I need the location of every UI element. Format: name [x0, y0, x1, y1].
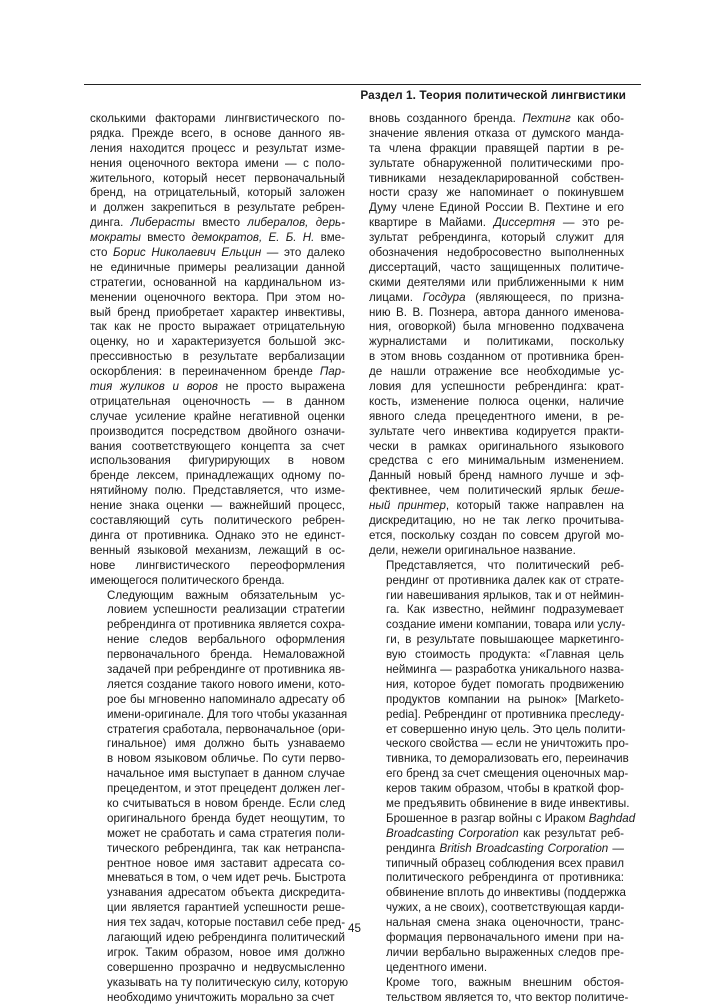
text-run: динга от противника. Однако это не единст- [90, 529, 345, 542]
text-run: вместо [195, 216, 248, 229]
italic-text: демократов, Е. Б. Н. [191, 231, 314, 244]
text-line [369, 201, 624, 216]
text-run: указывать на ту политическую силу, которую [107, 976, 348, 989]
text-run: динга. [90, 216, 131, 229]
text-run: политического ребрендинга от противника: [386, 871, 624, 884]
text-run: де нашли отражение все необходимые ус- [369, 365, 624, 378]
text-run: Кроме того, важным внешним обстоя- [386, 976, 624, 989]
text-run: ления находится процесс и результат изме- [90, 142, 345, 155]
text-run: прессивностью в результате вербализации [90, 350, 345, 363]
text-run: ния, оговоркой) была мгновенно подхвачена [369, 320, 624, 333]
text-line [369, 559, 624, 574]
text-line [369, 231, 624, 246]
text-line [369, 425, 624, 440]
text-line [90, 901, 345, 916]
text-run: керов таким образом, чтобы в краткой фор- [386, 782, 624, 795]
text-run: ко считываться в новом бренде. Если след [107, 797, 345, 810]
text-line [90, 469, 345, 484]
text-column-left [90, 112, 345, 1005]
text-line [369, 335, 624, 350]
text-run: может не сработать и сама стратегия поли- [107, 827, 345, 840]
text-run: ги, в результате повышающее маркетинго- [386, 633, 624, 646]
text-line [90, 320, 345, 335]
text-line [90, 127, 345, 142]
text-run: га. Как известно, нейминг подразумевает [386, 603, 624, 616]
text-line [90, 306, 345, 321]
text-run: квартире в Майами. [369, 216, 494, 229]
text-line [90, 499, 345, 514]
text-line [90, 559, 345, 574]
text-line [369, 678, 624, 693]
text-run: обозначения недобросовестно выполненных [369, 246, 624, 259]
text-run: стратегии, основанной на кардинальном из- [90, 276, 345, 289]
text-line [90, 261, 345, 276]
text-line [90, 112, 345, 127]
text-line [369, 469, 624, 484]
text-line [369, 112, 624, 127]
text-run: случае усиление крайне негативной оценки [90, 410, 345, 423]
text-line [369, 782, 624, 797]
text-run: нию В. В. Познера, автора данного именова- [369, 306, 624, 319]
text-run: явного следа прецедентного имени, в ре- [369, 410, 624, 423]
text-run: задачей при ребрендинге от противника яв- [107, 663, 345, 676]
text-run: зультат ребрендинга, который служит для [369, 231, 624, 244]
text-line [90, 410, 345, 425]
text-line [90, 276, 345, 291]
text-line [369, 603, 624, 618]
text-line [369, 901, 624, 916]
text-run: Представляется, что политический реб- [386, 559, 624, 572]
text-line [369, 737, 624, 752]
text-line [369, 767, 624, 782]
text-run: необходимо уничтожить морально за счет [107, 991, 335, 1004]
text-line [369, 127, 624, 142]
text-line [90, 589, 345, 604]
text-run: чески в рамках оригинального языкового [369, 440, 624, 453]
italic-text: либералов, дерь- [247, 216, 345, 229]
text-run: продуктов компании на рынок» [Marketo- [386, 693, 624, 706]
text-run: — это далеко [261, 246, 345, 259]
text-line [90, 827, 345, 842]
text-line [369, 871, 624, 886]
text-run: прецедентом, и этот прецедент должен лег- [107, 782, 345, 795]
text-run: зультате обнаруженной политическими про- [369, 157, 624, 170]
text-line [369, 291, 624, 306]
text-line [369, 454, 624, 469]
text-run: бренд, на отрицательный, который заложен [90, 186, 345, 199]
text-run: совершенно прозрачно и недвусмысленно [107, 961, 345, 974]
text-run: как результат реб- [519, 827, 624, 840]
text-run: зультате чего инвектива кодируется практи- [369, 425, 624, 438]
text-run: рентное новое имя заставит адресата со- [107, 857, 345, 870]
text-line [369, 380, 624, 395]
text-line [369, 216, 624, 231]
text-line [90, 857, 345, 872]
text-line [369, 693, 624, 708]
text-run: Брошенное в разгар войны с Ираком [386, 812, 589, 825]
text-line [90, 618, 345, 633]
text-line [90, 216, 345, 231]
text-line [90, 425, 345, 440]
text-run: нальная смена знака оценочности, транс- [386, 916, 624, 929]
text-line [90, 976, 345, 991]
italic-text: мократы [90, 231, 141, 244]
paragraph [90, 112, 345, 589]
text-run: ляется создание такого нового имени, кото- [107, 678, 345, 691]
text-line [90, 991, 345, 1005]
text-line [90, 440, 345, 455]
text-run: ет совершенно иную цель. Это цель полити- [386, 723, 626, 736]
text-run: менении оценочного вектора. При этом но- [90, 291, 345, 304]
text-run: (являющееся, по призна- [466, 291, 624, 304]
paragraph [369, 112, 624, 559]
text-run: фективнее, чем политический ярлык [369, 484, 591, 497]
text-line [90, 529, 345, 544]
text-line [369, 857, 624, 872]
text-run: использования фигурирующих в новом [90, 454, 345, 467]
text-line [369, 886, 624, 901]
text-line [90, 172, 345, 187]
text-line [369, 618, 624, 633]
text-run: составляющий суть политического ребрен- [90, 514, 345, 527]
italic-text: British Broadcasting Corporation [440, 842, 609, 855]
page-number: 45 [0, 922, 709, 935]
text-run: дискредитацию, но не так легко прочитыва- [369, 514, 624, 527]
text-run: нение знака оценки — важнейший процесс, [90, 499, 345, 512]
text-run: вме- [314, 231, 345, 244]
text-run: ловия для успешности ребрендинга: крат- [369, 380, 624, 393]
text-line [369, 514, 624, 529]
text-run: вновь созданного бренда. [369, 112, 522, 125]
text-line [369, 574, 624, 589]
text-line [90, 291, 345, 306]
text-line [369, 842, 624, 857]
text-line [369, 440, 624, 455]
text-line [369, 261, 624, 276]
text-line [369, 395, 624, 410]
text-run: не просто выражена [218, 380, 345, 393]
text-run: тивниками незадекларированной собствен- [369, 172, 624, 185]
text-run: рендинг от противника далек как от страте- [386, 574, 624, 587]
text-line [90, 544, 345, 559]
text-run: начальное имя выступает в данном случае [107, 767, 345, 780]
text-run: вания соответствующего концепта за счет [90, 440, 345, 453]
italic-text: Госдура [423, 291, 466, 304]
text-run: — это ре- [555, 216, 624, 229]
text-run: рендинга [386, 842, 440, 855]
text-line [90, 365, 345, 380]
text-line [369, 991, 624, 1005]
text-run: тического ребрендинга, так как нетранспа- [107, 842, 345, 855]
text-run: ме предъявить обвинение в виде инвективы. [386, 797, 629, 810]
text-line [369, 365, 624, 380]
text-line [369, 186, 624, 201]
text-line [90, 871, 345, 886]
text-run: оценку, но и характеризуется большой экс- [90, 335, 345, 348]
text-line [90, 708, 345, 723]
text-line [90, 454, 345, 469]
text-run: тивника, то деморализовать его, переиначив [386, 752, 629, 765]
text-run: дели, нежели оригинальное название. [369, 544, 576, 557]
text-line [369, 663, 624, 678]
text-line [90, 186, 345, 201]
text-line [90, 142, 345, 157]
text-run: ловием успешности реализации стратегии [107, 603, 345, 616]
text-run: нение следов вербального оформления [107, 633, 345, 646]
italic-text: Пехтинг [522, 112, 570, 125]
text-line [90, 648, 345, 663]
paragraph [369, 559, 624, 976]
text-line [369, 172, 624, 187]
text-line [369, 752, 624, 767]
text-line [90, 603, 345, 618]
text-run: нейминга — разработка уникального назва- [386, 663, 624, 676]
text-run: нятийному полю. Представляется, что изме- [90, 484, 345, 497]
text-line [369, 827, 624, 842]
text-line [90, 574, 345, 589]
text-line [90, 335, 345, 350]
text-line [90, 797, 345, 812]
paragraph [90, 589, 345, 1005]
text-run: венный языковой механизм, лежащий в ос- [90, 544, 345, 557]
text-run: лагающий идею ребрендинга политический [107, 931, 345, 944]
text-line [90, 663, 345, 678]
text-line [369, 961, 624, 976]
text-run: жительного, который несет первоначальный [90, 172, 345, 185]
text-line [90, 767, 345, 782]
text-run: вую стоимость продукта: «Главная цель [386, 648, 624, 661]
text-run: ческого свойства — если не уничтожить про- [386, 737, 629, 750]
text-line [90, 633, 345, 648]
text-run: так как не просто выражает отрицательную [90, 320, 345, 333]
text-run: рядка. Прежде всего, в основе данного яв- [90, 127, 345, 140]
text-line [369, 499, 624, 514]
text-column-right [369, 112, 624, 1005]
text-line [369, 589, 624, 604]
text-run: сто [90, 246, 113, 259]
text-run: бренде лексем, принадлежащих одному по- [90, 469, 345, 482]
text-run: ния, которое будет помогать продвижению [386, 678, 624, 691]
text-line [369, 648, 624, 663]
text-run: личии вербально выраженных следов пре- [386, 946, 624, 959]
text-line [369, 633, 624, 648]
text-run: скими деятелями или приближенными к ним [369, 276, 624, 289]
text-run: в новом языковом обличье. По сути перво- [107, 752, 345, 765]
text-line [369, 723, 624, 738]
text-line [369, 529, 624, 544]
text-run: обвинение вплоть до инвективы (поддержка [386, 886, 626, 899]
text-line [90, 678, 345, 693]
text-run: имени-оригинале. Для того чтобы указанная [107, 708, 347, 721]
text-run: игрок. Таким образом, новое имя должно [107, 946, 345, 959]
text-line [90, 737, 345, 752]
text-line [369, 306, 624, 321]
text-run: журналистами и политиками, поскольку [369, 335, 624, 348]
text-run: тельством является то, что вектор политиче- [386, 991, 628, 1004]
text-run: вместо [141, 231, 191, 244]
text-line [369, 544, 624, 559]
text-run: ребрендинга от противника является сохра- [107, 618, 345, 631]
text-run: нове лингвистического переоформления [90, 559, 345, 572]
text-run: имеющегося политического бренда. [90, 574, 285, 587]
text-run: гинальное) имя должно быть узнаваемо [107, 737, 345, 750]
text-line [369, 708, 624, 723]
italic-text: Либерасты [131, 216, 195, 229]
italic-text: Диссертня [494, 216, 555, 229]
text-line [369, 946, 624, 961]
text-run: Следующим важным обязательным ус- [107, 589, 345, 602]
text-line [90, 380, 345, 395]
text-run: ции является гарантией успешности реше- [107, 901, 345, 914]
text-run: ется, поскольку создан по совсем другой мо- [369, 529, 624, 542]
text-run: значение явления отказа от думского манда- [369, 127, 624, 140]
text-run: отрицательная оценочность — в данном [90, 395, 345, 408]
text-line [90, 484, 345, 499]
text-run: и должен закрепиться в результате ребрен- [90, 201, 345, 214]
text-line [369, 246, 624, 261]
text-run: производится посредством двойного означи- [90, 425, 345, 438]
text-run: цедентного имени. [386, 961, 487, 974]
running-header-title: Раздел 1. Теория политической лингвистики [360, 88, 626, 102]
italic-text: Пар- [320, 365, 345, 378]
text-line [90, 752, 345, 767]
text-run: вый бренд приобретает характер инвективы, [90, 306, 345, 319]
text-run: узнавания адресатом объекта дискредита- [107, 886, 345, 899]
text-run: создание имени компании, товара или услу- [386, 618, 625, 631]
text-line [90, 812, 345, 827]
text-line [369, 350, 624, 365]
text-run: формация первоначального имени при на- [386, 931, 624, 944]
text-line [369, 157, 624, 172]
text-run: ния тех задач, которые поставил себе пред- [107, 916, 345, 929]
text-run: средства с его минимальным изменением. [369, 454, 624, 467]
text-run: его бренд за счет смещения оценочных мар- [386, 767, 628, 780]
text-run: первоначального бренда. Немаловажной [107, 648, 345, 661]
italic-text: Борис Николаевич Ельцин [113, 246, 261, 259]
text-line [90, 961, 345, 976]
italic-text: беше- [591, 484, 624, 497]
text-run: в этом вновь созданном от противника брен- [369, 350, 624, 363]
text-run: Думу члене Единой России В. Пехтине и его [369, 201, 624, 214]
text-run: сколькими факторами лингвистического по- [90, 112, 345, 125]
text-run: Данный новый бренд намного лучше и эф- [369, 469, 624, 482]
text-run: оскорбления: в переиначенном бренде [90, 365, 320, 378]
text-line [90, 157, 345, 172]
text-run: чужих, а не своих), соответствующая карди- [386, 901, 624, 914]
text-line [90, 723, 345, 738]
text-run: не единичные примеры реализации данной [90, 261, 345, 274]
italic-text: Baghdad [589, 812, 635, 825]
text-line [90, 842, 345, 857]
text-line [90, 693, 345, 708]
text-run: та члена фракции правящей партии в ре- [369, 142, 624, 155]
text-line [90, 886, 345, 901]
text-line [369, 142, 624, 157]
text-run: гии навешивания ярлыков, так и от неймин- [386, 589, 624, 602]
text-line [90, 231, 345, 246]
text-run: типичный образец соблюдения всех правил [386, 857, 624, 870]
text-run: оригинального бренда будет неощутим, то [107, 812, 345, 825]
text-run: — [608, 842, 624, 855]
text-line [90, 782, 345, 797]
text-line [90, 201, 345, 216]
text-line [369, 320, 624, 335]
text-run: pedia]. Ребрендинг от противника преследу- [386, 708, 624, 721]
text-line [369, 976, 624, 991]
text-line [90, 395, 345, 410]
text-run: диссертаций, часто защищенных политиче- [369, 261, 624, 274]
text-line [369, 276, 624, 291]
text-line [369, 812, 624, 827]
text-line [369, 797, 624, 812]
text-run: как обо- [571, 112, 624, 125]
header-rule [84, 84, 641, 85]
text-line [90, 246, 345, 261]
text-line [90, 350, 345, 365]
text-run: ности сразу же напоминает о покинувшем [369, 186, 624, 199]
text-run: лицами. [369, 291, 423, 304]
text-line [90, 514, 345, 529]
text-run: кость, изменение полюса оценки, наличие [369, 395, 624, 408]
italic-text: тия жуликов и воров [90, 380, 218, 393]
text-line [369, 410, 624, 425]
text-line [90, 946, 345, 961]
text-run: мневаться в том, о чем идет речь. Быстрота [107, 871, 346, 884]
italic-text: Broadcasting Corporation [386, 827, 519, 840]
text-line [369, 484, 624, 499]
text-run: , который также направлен на [446, 499, 624, 512]
text-run: нения оценочного вектора имени — с поло- [90, 157, 345, 170]
text-run: рое бы мгновенно напоминало адресату об [107, 693, 345, 706]
italic-text: ный принтер [369, 499, 446, 512]
text-run: стратегия сработала, первоначальное (ори- [107, 723, 345, 736]
paragraph [369, 976, 624, 1005]
